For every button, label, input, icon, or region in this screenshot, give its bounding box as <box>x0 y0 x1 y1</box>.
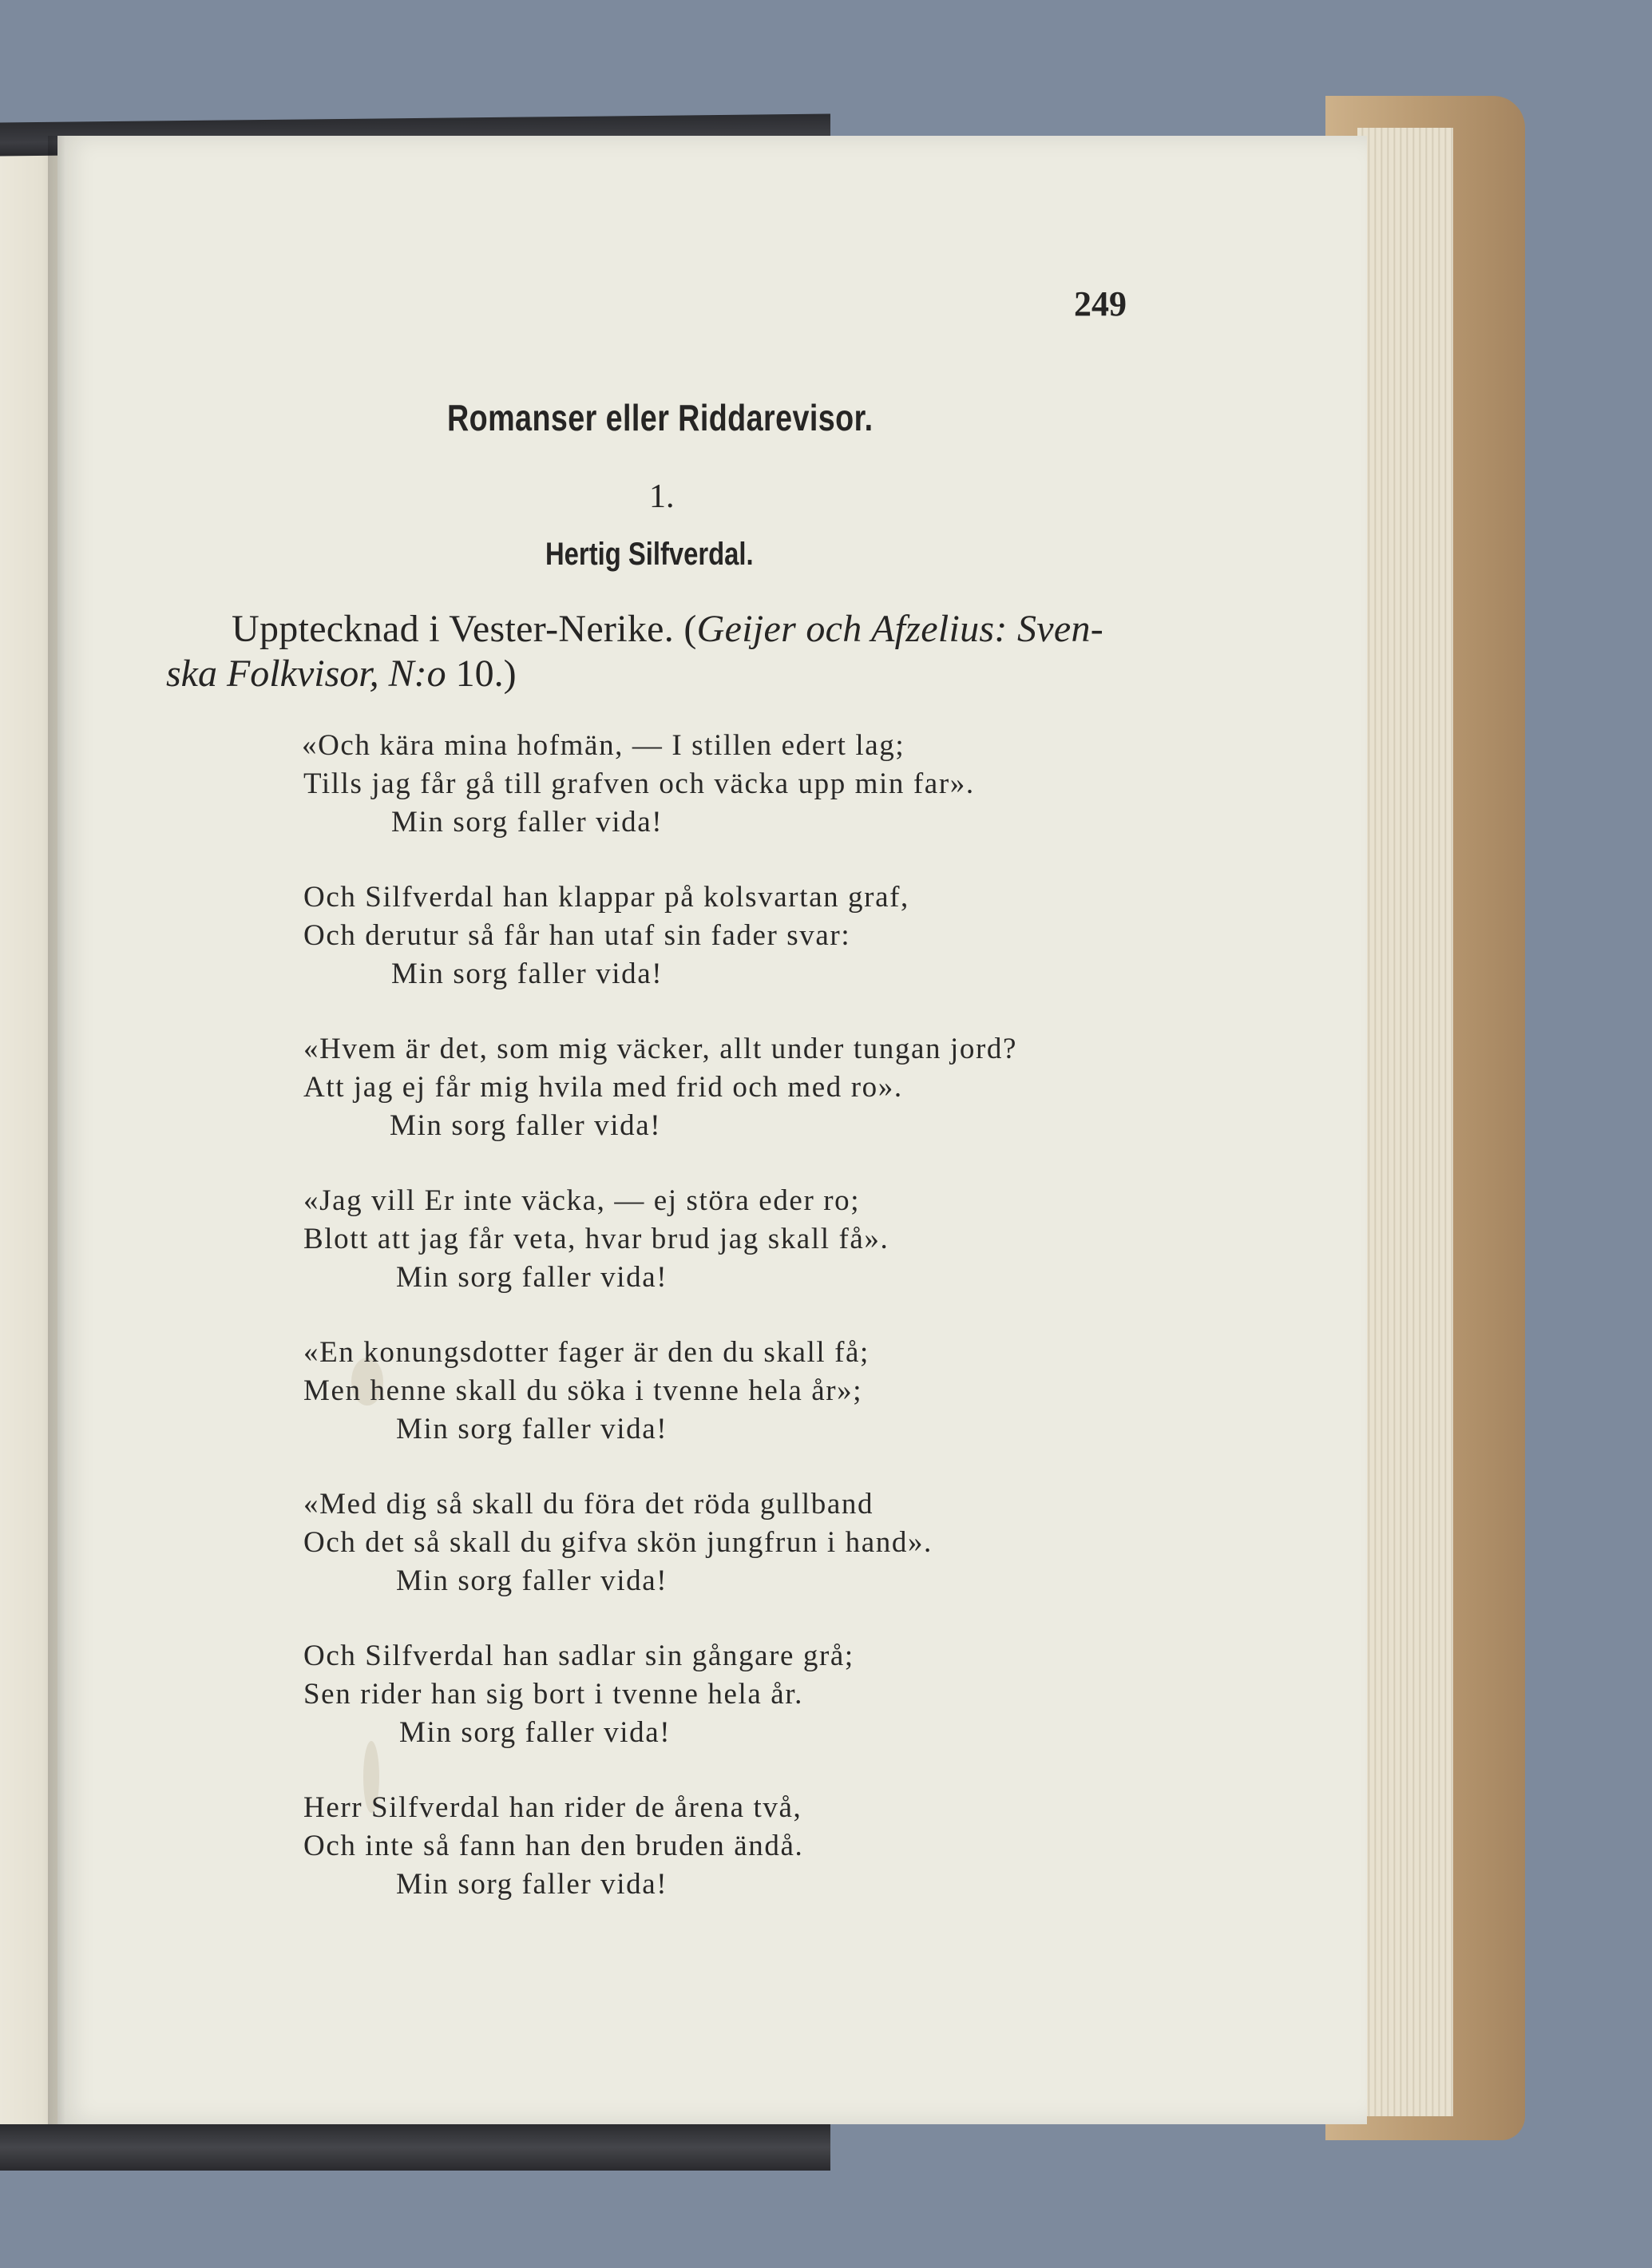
section-title: Romanser eller Riddarevisor. <box>447 397 874 438</box>
verse-line: Och det så skall du gifva skön jungfrun i hand». <box>303 1526 933 1559</box>
verse-line: Att jag ej får mig hvila med frid och med ro». <box>303 1071 903 1104</box>
verse-line: Sen rider han sig bort i tvenne hela år. <box>303 1678 804 1711</box>
refrain-line: Min sorg faller vida! <box>396 1261 668 1294</box>
verse-line: «Jag vill Er inte väcka, — ej störa eder ro; <box>303 1184 861 1217</box>
source-note-line-2 <box>166 652 517 696</box>
verse-line: Blott att jag får veta, hvar brud jag skall få». <box>303 1223 889 1255</box>
source-text: Upptecknad i Vester-Nerike. ( <box>232 608 697 650</box>
refrain-line: Min sorg faller vida! <box>399 1716 671 1749</box>
refrain-line: Min sorg faller vida! <box>391 958 664 990</box>
refrain-line: Min sorg faller vida! <box>390 1109 662 1142</box>
book-binding-bottom <box>0 2124 830 2171</box>
song-title: Hertig Silfverdal. <box>545 537 754 572</box>
source-citation: Geijer och Afzelius: Sven- <box>696 608 1104 650</box>
verse-line: «Med dig så skall du föra det röda gullband <box>303 1488 874 1521</box>
verse-line: «En konungsdotter fager är den du skall få; <box>303 1336 870 1369</box>
source-text: 10.) <box>446 652 517 695</box>
verse-line: Tills jag får gå till grafven och väcka upp min far». <box>303 767 975 800</box>
page-number: 249 <box>1074 284 1127 323</box>
source-note-line-1 <box>232 607 1103 651</box>
verse-line: Herr Silfverdal han rider de årena två, <box>303 1791 802 1824</box>
page-edges <box>1357 128 1453 2116</box>
refrain-line: Min sorg faller vida! <box>396 1564 668 1597</box>
verse-line: Och Silfverdal han sadlar sin gångare grå; <box>303 1640 854 1672</box>
source-citation: ska Folkvisor, N:o <box>166 652 446 695</box>
verse-line: «Och kära mina hofmän, — I stillen edert lag; <box>302 729 905 762</box>
verse-line: Och derutur så får han utaf sin fader svar: <box>303 919 851 952</box>
verse-line: «Hvem är det, som mig väcker, allt under tungan jord? <box>303 1033 1017 1065</box>
page-gutter <box>48 136 65 2124</box>
verse-line: Och inte så fann han den bruden ändå. <box>303 1830 804 1862</box>
refrain-line: Min sorg faller vida! <box>396 1413 668 1445</box>
refrain-line: Min sorg faller vida! <box>391 806 664 839</box>
verse-line: Och Silfverdal han klappar på kolsvartan graf, <box>303 881 909 914</box>
refrain-line: Min sorg faller vida! <box>396 1868 668 1901</box>
verse-line: Men henne skall du söka i tvenne hela år»; <box>303 1374 863 1407</box>
song-number: 1. <box>649 478 675 515</box>
